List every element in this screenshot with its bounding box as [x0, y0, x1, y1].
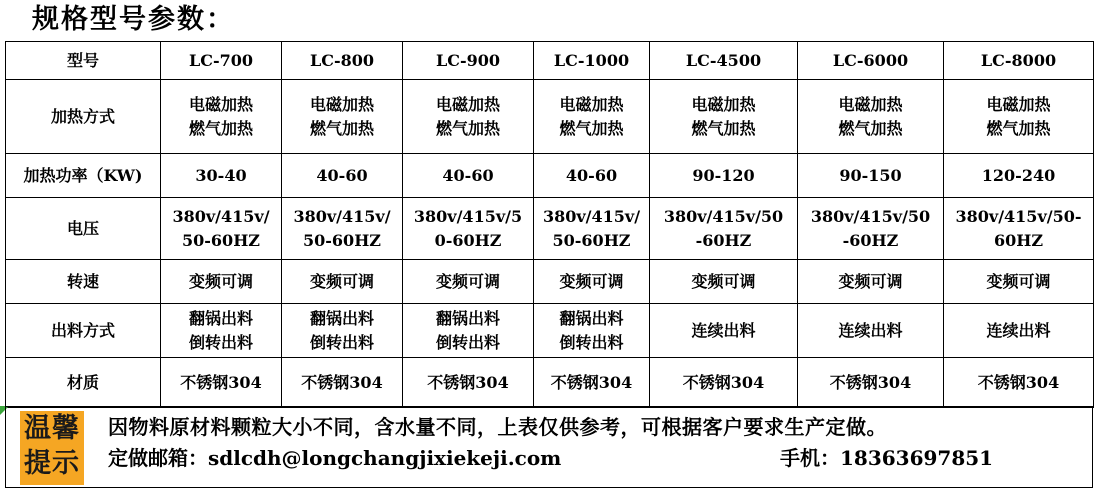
header-cell-model: LC-8000 [944, 42, 1094, 80]
table-header-row [6, 42, 1094, 80]
table-cell: 40-60 [534, 154, 650, 198]
contact-phone: 手机：18363697851 [780, 446, 994, 470]
table-cell: 90-150 [798, 154, 944, 198]
row-label: 转速 [6, 260, 161, 304]
table-cell: 变频可调 [161, 260, 282, 304]
table-cell: 不锈钢304 [534, 358, 650, 408]
table-cell: 电磁加热 燃气加热 [161, 80, 282, 154]
table-cell: 40-60 [403, 154, 534, 198]
header-cell-model: LC-700 [161, 42, 282, 80]
table-cell: 380v/415v/5 0-60HZ [403, 198, 534, 260]
table-cell: 380v/415v/50- 60HZ [944, 198, 1094, 260]
notice-badge: 温馨 提示 [20, 411, 84, 485]
header-cell-model: LC-800 [282, 42, 403, 80]
table-cell: 翻锅出料 倒转出料 [403, 304, 534, 358]
table-cell: 变频可调 [944, 260, 1094, 304]
header-cell-model: LC-6000 [798, 42, 944, 80]
table-row-voltage [6, 198, 1094, 260]
row-label: 出料方式 [6, 304, 161, 358]
row-label: 电压 [6, 198, 161, 260]
row-label: 加热功率（KW) [6, 154, 161, 198]
table-cell: 连续出料 [650, 304, 798, 358]
table-cell: 连续出料 [798, 304, 944, 358]
table-cell: 120-240 [944, 154, 1094, 198]
table-row-speed [6, 260, 1094, 304]
table-cell: 变频可调 [798, 260, 944, 304]
header-cell-model: LC-900 [403, 42, 534, 80]
row-label: 加热方式 [6, 80, 161, 154]
row-label: 材质 [6, 358, 161, 408]
contact-email: 定做邮箱：sdlcdh@longchangjixiekeji.com [108, 446, 562, 470]
header-cell-label: 型号 [6, 42, 161, 80]
table-cell: 变频可调 [282, 260, 403, 304]
table-cell: 翻锅出料 倒转出料 [161, 304, 282, 358]
table-cell: 变频可调 [650, 260, 798, 304]
table-cell: 电磁加热 燃气加热 [534, 80, 650, 154]
table-cell: 不锈钢304 [798, 358, 944, 408]
table-cell: 不锈钢304 [161, 358, 282, 408]
table-cell: 电磁加热 燃气加热 [282, 80, 403, 154]
notice-text: 因物料原材料颗粒大小不同，含水量不同，上表仅供参考，可根据客户要求生产定做。 [108, 415, 887, 439]
header-cell-model: LC-4500 [650, 42, 798, 80]
table-cell: 380v/415v/50 -60HZ [798, 198, 944, 260]
table-cell: 电磁加热 燃气加热 [944, 80, 1094, 154]
table-cell: 380v/415v/ 50-60HZ [534, 198, 650, 260]
table-cell: 翻锅出料 倒转出料 [282, 304, 403, 358]
table-cell: 380v/415v/ 50-60HZ [161, 198, 282, 260]
table-cell: 380v/415v/ 50-60HZ [282, 198, 403, 260]
table-cell: 不锈钢304 [944, 358, 1094, 408]
table-cell: 90-120 [650, 154, 798, 198]
table-cell: 变频可调 [403, 260, 534, 304]
notice-box [5, 406, 1093, 488]
table-row-heating-power [6, 154, 1094, 198]
table-cell: 电磁加热 燃气加热 [650, 80, 798, 154]
table-cell: 40-60 [282, 154, 403, 198]
table-cell: 30-40 [161, 154, 282, 198]
table-cell: 380v/415v/50 -60HZ [650, 198, 798, 260]
table-row-material [6, 358, 1094, 408]
table-cell: 变频可调 [534, 260, 650, 304]
table-cell: 翻锅出料 倒转出料 [534, 304, 650, 358]
spec-table [5, 41, 1094, 408]
table-cell: 不锈钢304 [403, 358, 534, 408]
table-row-discharge-method [6, 304, 1094, 358]
header-cell-model: LC-1000 [534, 42, 650, 80]
table-cell: 连续出料 [944, 304, 1094, 358]
table-cell: 不锈钢304 [650, 358, 798, 408]
table-cell: 不锈钢304 [282, 358, 403, 408]
table-row-heating-method [6, 80, 1094, 154]
table-cell: 电磁加热 燃气加热 [798, 80, 944, 154]
page-title: 规格型号参数： [32, 4, 235, 35]
table-cell: 电磁加热 燃气加热 [403, 80, 534, 154]
